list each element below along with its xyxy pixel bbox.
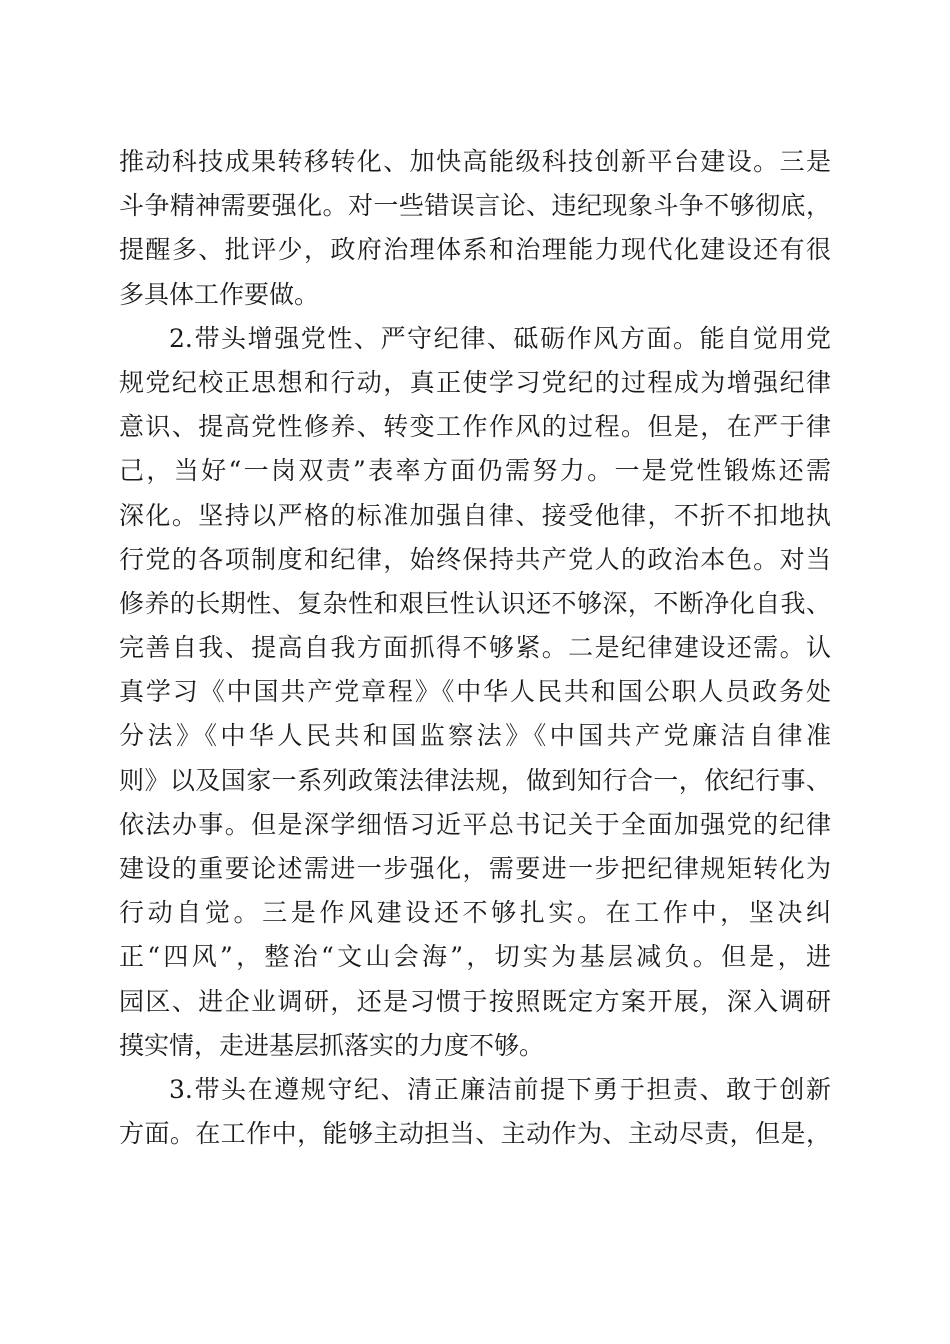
section-2-heading-line: 2.带头增强党性、严守纪律、砥砺作风方面。能自觉用党 <box>169 323 831 353</box>
text-line: 推动科技成果转移转化、加快高能级科技创新平台建设。三是 <box>119 147 831 176</box>
text-line: 规党纪校正思想和行动，真正使学习党纪的过程成为增强纪律 <box>119 367 831 397</box>
text-line: 修养的长期性、复杂性和艰巨性认识还不够深，不断净化自我、 <box>119 588 831 618</box>
text-line: 深化。坚持以严格的标准加强自律、接受他律，不折不扣地执 <box>119 500 831 530</box>
text-line: 摸实情，走进基层抓落实的力度不够。 <box>119 1030 545 1060</box>
text-line: 完善自我、提高自我方面抓得不够紧。二是纪律建设还需。认 <box>119 633 831 663</box>
text-line: 方面。在工作中，能够主动担当、主动作为、主动尽责，但是， <box>119 1119 831 1149</box>
text-line: 依法办事。但是深学细悟习近平总书记关于全面加强党的纪律 <box>119 809 831 839</box>
text-line: 分法》《中华人民共和国监察法》《中国共产党廉洁自律准 <box>119 721 831 751</box>
text-line: 则》以及国家一系列政策法律法规，做到知行合一，依纪行事、 <box>119 765 831 795</box>
text-line: 斗争精神需要强化。对一些错误言论、违纪现象斗争不够彻底， <box>119 191 831 221</box>
text-line: 建设的重要论述需进一步强化，需要进一步把纪律规矩转化为 <box>119 854 831 883</box>
document-body <box>119 140 831 1156</box>
text-line: 行动自觉。三是作风建设还不够扎实。在工作中，坚决纠 <box>119 898 831 928</box>
text-line: 多具体工作要做。 <box>119 279 320 309</box>
text-line: 行党的各项制度和纪律，始终保持共产党人的政治本色。对当 <box>119 544 831 574</box>
text-line: 意识、提高党性修养、转变工作作风的过程。但是，在严于律 <box>119 412 831 442</box>
text-line: 己，当好“一岗双责”表率方面仍需努力。一是党性锻炼还需 <box>119 456 831 486</box>
section-3-heading-line: 3.带头在遵规守纪、清正廉洁前提下勇于担责、敢于创新 <box>169 1074 831 1104</box>
text-line: 真学习《中国共产党章程》《中华人民共和国公职人员政务处 <box>119 677 831 707</box>
text-line: 提醒多、批评少，政府治理体系和治理能力现代化建设还有很 <box>119 235 831 265</box>
text-line: 园区、进企业调研，还是习惯于按照既定方案开展，深入调研 <box>119 986 831 1016</box>
text-line: 正“四风”，整治“文山会海”，切实为基层减负。但是，进 <box>119 942 831 972</box>
